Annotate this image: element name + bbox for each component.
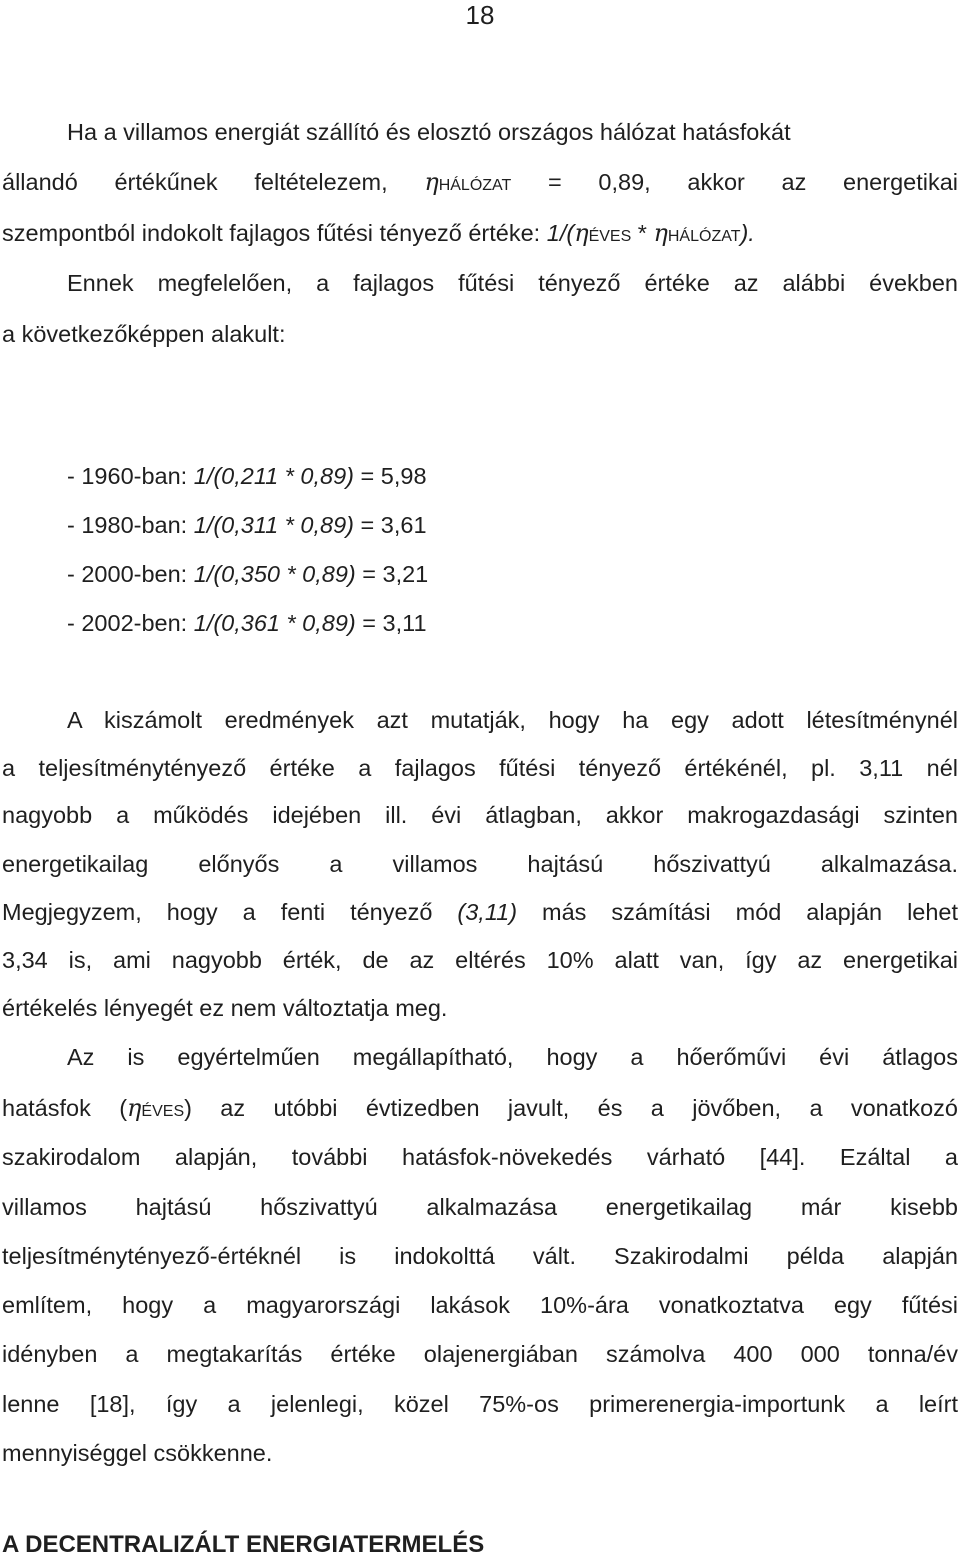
formula-close: ).	[740, 220, 755, 246]
result: = 3,11	[362, 610, 427, 636]
paragraph-1-line-4: Ennek megfelelően, a fajlagos fűtési tényező értéke az alábbi években	[67, 270, 958, 296]
eta-symbol: η	[653, 219, 668, 247]
result: = 3,21	[362, 561, 429, 587]
eta-symbol: η	[574, 219, 589, 247]
paragraph-3-line-3: szakirodalom alapján, további hatásfok-növekedés várható [44]. Ezáltal a	[2, 1144, 958, 1170]
year-label: - 2002-ben:	[67, 610, 188, 636]
factor-value: (3,11)	[457, 899, 518, 925]
paragraph-2-line-7: értékelés lényegét ez nem változtatja meg.	[2, 995, 448, 1021]
formula-open: 1/(	[546, 220, 575, 246]
paragraph-2-line-3: nagyobb a működés idejében ill. évi átlagban, akkor makrogazdasági szinten	[2, 802, 958, 828]
paragraph-1-line-1: Ha a villamos energiát szállító és elosztó országos hálózat hatásfokát	[67, 119, 791, 145]
eta-symbol: η	[127, 1094, 142, 1122]
paragraph-3-line-5: teljesítménytényező-értéknél is indokolttá vált. Szakirodalmi példa alapján	[2, 1243, 958, 1269]
paragraph-1-line-3	[2, 218, 958, 252]
result: = 5,98	[360, 463, 427, 489]
paragraph-3-line-8: lenne [18], így a jelenlegi, közel 75%-os primerenergia-importunk a leírt	[2, 1391, 958, 1417]
paragraph-2-line-6: 3,34 is, ami nagyobb érték, de az eltérés 10% alatt van, így az energetikai	[2, 947, 958, 973]
paragraph-3-line-6: említem, hogy a magyarországi lakások 10%-ára vonatkoztatva egy fűtési	[2, 1292, 958, 1318]
formula: 1/(0,211 * 0,89)	[193, 463, 354, 489]
text: állandó értékűnek feltételezem,	[2, 169, 388, 195]
subscript-eves: ÉVES	[588, 228, 632, 245]
formula: 1/(0,311 * 0,89)	[193, 512, 354, 538]
year-label: - 2000-ben:	[67, 561, 188, 587]
paragraph-3-line-9: mennyiséggel csökkenne.	[2, 1440, 273, 1466]
page-number: 18	[465, 0, 495, 30]
list-item	[67, 559, 960, 589]
list-item	[67, 608, 960, 638]
eta-symbol: η	[424, 168, 439, 196]
text: Megjegyzem, hogy a fenti tényező	[2, 899, 433, 925]
paragraph-1-line-2	[2, 167, 958, 201]
text: az utóbbi évtizedben javult, és a jövőben, a vonatkozó	[220, 1095, 958, 1121]
formula: 1/(0,350 * 0,89)	[193, 561, 356, 587]
multiply-sign: *	[637, 220, 647, 246]
text: hatásfok (ηÉVES)	[2, 1094, 192, 1122]
section-heading: A DECENTRALIZÁLT ENERGIATERMELÉS	[2, 1531, 485, 1558]
result: = 3,61	[360, 512, 427, 538]
subscript-halozat: HÁLÓZAT	[667, 228, 741, 245]
subscript-halozat: HÁLÓZAT	[438, 177, 512, 194]
paragraph-1-line-5: a következőképpen alakult:	[2, 321, 286, 347]
paragraph-3-line-7: idényben a megtakarítás értéke olajenergiában számolva 400 000 tonna/év	[2, 1341, 958, 1367]
list-item	[67, 461, 960, 491]
eta-halozat-symbol	[424, 169, 511, 195]
formula: 1/(0,361 * 0,89)	[193, 610, 356, 636]
subscript-eves: ÉVES	[141, 1103, 185, 1120]
text: más számítási mód alapján lehet	[542, 899, 959, 925]
paragraph-2-line-5	[2, 897, 958, 927]
year-label: - 1980-ban:	[67, 512, 188, 538]
year-label: - 1960-ban:	[67, 463, 188, 489]
paragraph-2-line-2: a teljesítménytényező értéke a fajlagos fűtési tényező értékénél, pl. 3,11 nél	[2, 755, 958, 781]
text: szempontból indokolt fajlagos fűtési tényező értéke:	[2, 220, 541, 246]
paragraph-3-line-1: Az is egyértelműen megállapítható, hogy a hőerőművi évi átlagos	[67, 1044, 958, 1070]
list-item	[67, 510, 960, 540]
paragraph-2-line-4: energetikailag előnyős a villamos hajtású hőszivattyú alkalmazása.	[2, 851, 958, 877]
paragraph-2-line-1: A kiszámolt eredmények azt mutatják, hogy ha egy adott létesítménynél	[67, 707, 958, 733]
paragraph-3-line-4: villamos hajtású hőszivattyú alkalmazása energetikailag már kisebb	[2, 1194, 958, 1220]
text: = 0,89, akkor az energetikai	[548, 169, 959, 195]
paragraph-3-line-2	[2, 1093, 958, 1127]
